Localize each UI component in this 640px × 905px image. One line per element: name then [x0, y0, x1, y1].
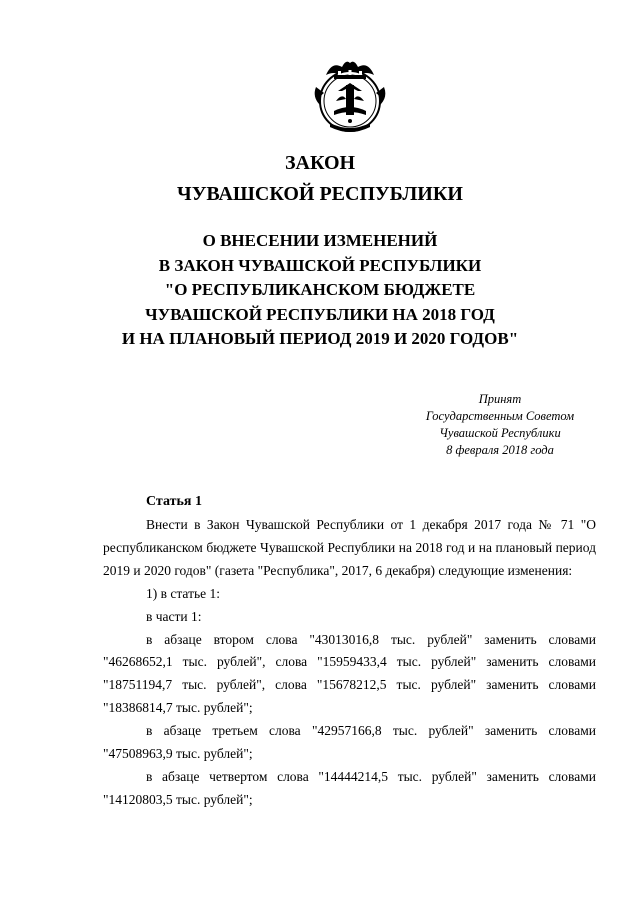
adoption-line: Чувашской Республики [439, 426, 561, 440]
emblem [312, 57, 388, 135]
article-paragraph: в абзаце третьем слова "42957166,8 тыс. рублей" заменить словами "47508963,9 тыс. рублей"; [103, 723, 596, 762]
article-paragraph: Внести в Закон Чувашской Республики от 1 декабря 2017 года № 71 "О республиканском бюджете Чувашской Республики на 2018 год и на плановый период 2019 и 2020 годов" (газета "Республика", 2017, 6 декабря) следующие изменения: [103, 517, 596, 578]
adoption-date: 8 февраля 2018 года [446, 443, 554, 457]
article-paragraph: в абзаце втором слова "43013016,8 тыс. рублей" заменить словами "46268652,1 тыс. рублей", слова "15959433,4 тыс. рублей" заменить словами "18751194,7 тыс. рублей", слова "15678212,5 тыс. рублей" заменить словами "18386814,7 тыс. рублей"; [103, 631, 596, 716]
law-title-line: ЗАКОН [284, 152, 356, 174]
article-body [103, 514, 596, 812]
adoption-line: Принят [478, 392, 522, 406]
law-subject-line: ЧУВАШСКОЙ РЕСПУБЛИКИ НА 2018 ГОД [145, 304, 495, 324]
law-subject-line: О ВНЕСЕНИИ ИЗМЕНЕНИЙ [202, 231, 438, 250]
law-subject-line: И НА ПЛАНОВЫЙ ПЕРИОД 2019 И 2020 ГОДОВ" [121, 329, 519, 348]
law-subject-line: В ЗАКОН ЧУВАШСКОЙ РЕСПУБЛИКИ [158, 255, 482, 275]
article-heading: Статья 1 [146, 494, 202, 509]
law-subject-line: "О РЕСПУБЛИКАНСКОМ БЮДЖЕТЕ [164, 280, 476, 299]
chuvash-republic-emblem-icon [312, 57, 388, 135]
law-subject [0, 229, 640, 352]
adoption-note [400, 391, 600, 459]
article-paragraph: 1) в статье 1: [146, 585, 220, 601]
law-title [0, 148, 640, 210]
article-paragraph: в части 1: [146, 608, 202, 624]
article-paragraph: в абзаце четвертом слова "14444214,5 тыс. рублей" заменить словами "14120803,5 тыс. рублей"; [103, 768, 596, 807]
law-title-line: ЧУВАШСКОЙ РЕСПУБЛИКИ [177, 183, 463, 205]
adoption-line: Государственным Советом [425, 409, 575, 423]
